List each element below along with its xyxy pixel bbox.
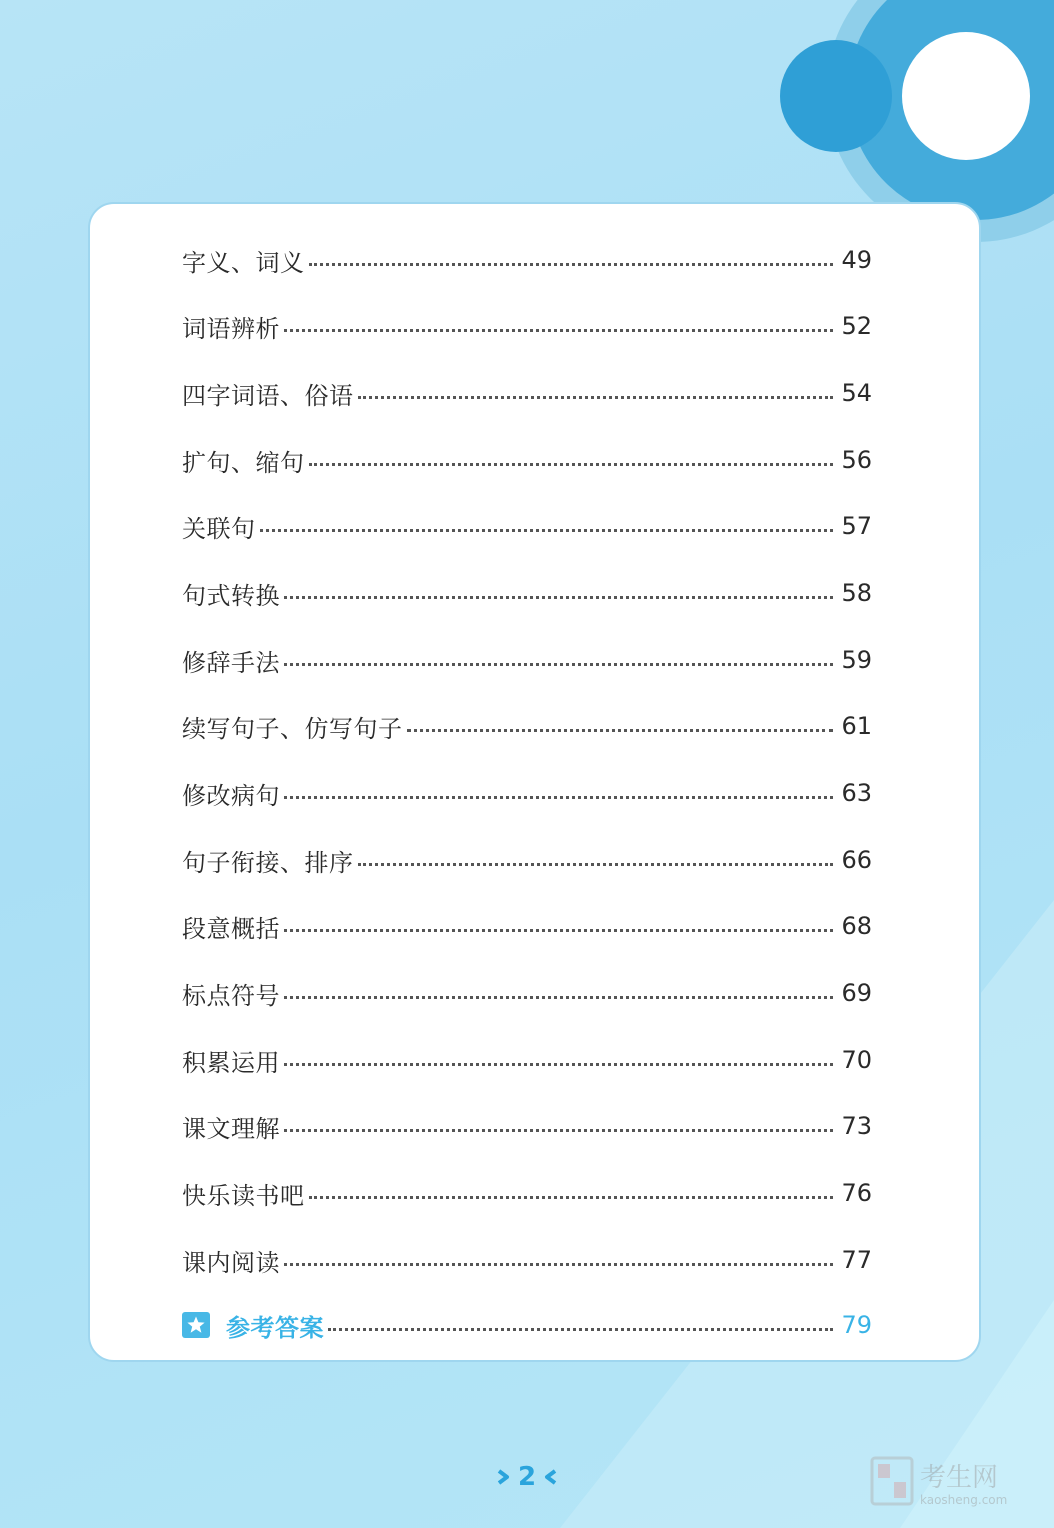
toc-entry-title: 课内阅读 [182, 1248, 280, 1277]
page-number: 2 [517, 1462, 537, 1492]
dot-leader [309, 1196, 834, 1199]
toc-entry-page: 49 [841, 246, 872, 274]
toc-entry[interactable] [182, 573, 872, 613]
toc-entry-title: 四字词语、俗语 [182, 381, 354, 410]
dot-leader [309, 263, 834, 266]
toc-entry-page: 57 [841, 512, 872, 540]
toc-entry-page: 76 [841, 1179, 872, 1207]
dot-leader [284, 663, 833, 666]
toc-entry[interactable] [182, 906, 872, 946]
chevron-left-icon [542, 1468, 558, 1486]
toc-entry[interactable] [182, 1173, 872, 1213]
toc-entry[interactable] [182, 773, 872, 813]
toc-entry[interactable] [182, 1040, 872, 1080]
toc-entry-page: 79 [841, 1311, 872, 1339]
toc-entry-title: 课文理解 [182, 1114, 280, 1143]
toc-entry-title: 段意概括 [182, 914, 280, 943]
toc-entry[interactable] [182, 973, 872, 1013]
toc-entry-title: 关联句 [182, 514, 256, 543]
watermark-logo [870, 1454, 1030, 1508]
toc-entry[interactable] [182, 640, 872, 680]
toc-entry-page: 70 [841, 1046, 872, 1074]
toc-entry[interactable] [182, 706, 872, 746]
table-of-contents-card [88, 202, 981, 1362]
toc-entry-page: 56 [841, 446, 872, 474]
toc-entry[interactable] [182, 840, 872, 880]
dot-leader [284, 1063, 833, 1066]
dot-leader [284, 1129, 833, 1132]
toc-entry[interactable] [182, 306, 872, 346]
dot-leader [284, 996, 833, 999]
star-icon [182, 1312, 210, 1338]
watermark-domain: kaosheng.com [920, 1493, 1008, 1507]
dot-leader [284, 796, 833, 799]
toc-entry-title: 句式转换 [182, 581, 280, 610]
dot-leader [309, 463, 834, 466]
toc-entry-title: 快乐读书吧 [182, 1181, 305, 1210]
toc-entry-page: 63 [841, 779, 872, 807]
toc-entry-title: 参考答案 [226, 1313, 324, 1342]
toc-entry[interactable] [182, 1106, 872, 1146]
toc-entry-title: 续写句子、仿写句子 [182, 714, 403, 743]
toc-entry-title: 修辞手法 [182, 648, 280, 677]
toc-entry-page: 58 [841, 579, 872, 607]
toc-entry-page: 61 [841, 712, 872, 740]
toc-entry-title: 标点符号 [182, 981, 280, 1010]
dot-leader [284, 329, 833, 332]
toc-entry-page: 52 [841, 312, 872, 340]
toc-entry-page: 54 [841, 379, 872, 407]
dot-leader [260, 529, 834, 532]
dot-leader [407, 729, 834, 732]
toc-entry[interactable] [182, 506, 872, 546]
dot-leader [358, 396, 834, 399]
dot-leader [284, 1263, 833, 1266]
toc-entry-answers[interactable] [182, 1305, 872, 1345]
dot-leader [358, 863, 834, 866]
toc-entry-page: 59 [841, 646, 872, 674]
toc-entry-title: 字义、词义 [182, 248, 305, 277]
dot-leader [284, 596, 833, 599]
toc-entry-page: 66 [841, 846, 872, 874]
toc-entry[interactable] [182, 373, 872, 413]
toc-entry-title: 修改病句 [182, 781, 280, 810]
toc-entry-title: 积累运用 [182, 1048, 280, 1077]
toc-entry-page: 69 [841, 979, 872, 1007]
toc-entry-page: 77 [841, 1246, 872, 1274]
dot-leader [328, 1328, 833, 1331]
toc-entry[interactable] [182, 1240, 872, 1280]
toc-entry-title: 扩句、缩句 [182, 448, 305, 477]
chevron-right-icon [496, 1468, 512, 1486]
toc-entry-title: 句子衔接、排序 [182, 848, 354, 877]
toc-entry-page: 68 [841, 912, 872, 940]
toc-entry-title: 词语辨析 [182, 314, 280, 343]
toc-entry[interactable] [182, 240, 872, 280]
watermark-brand: 考生网 [920, 1463, 999, 1493]
dot-leader [284, 929, 833, 932]
toc-entry[interactable] [182, 440, 872, 480]
toc-entry-page: 73 [841, 1112, 872, 1140]
